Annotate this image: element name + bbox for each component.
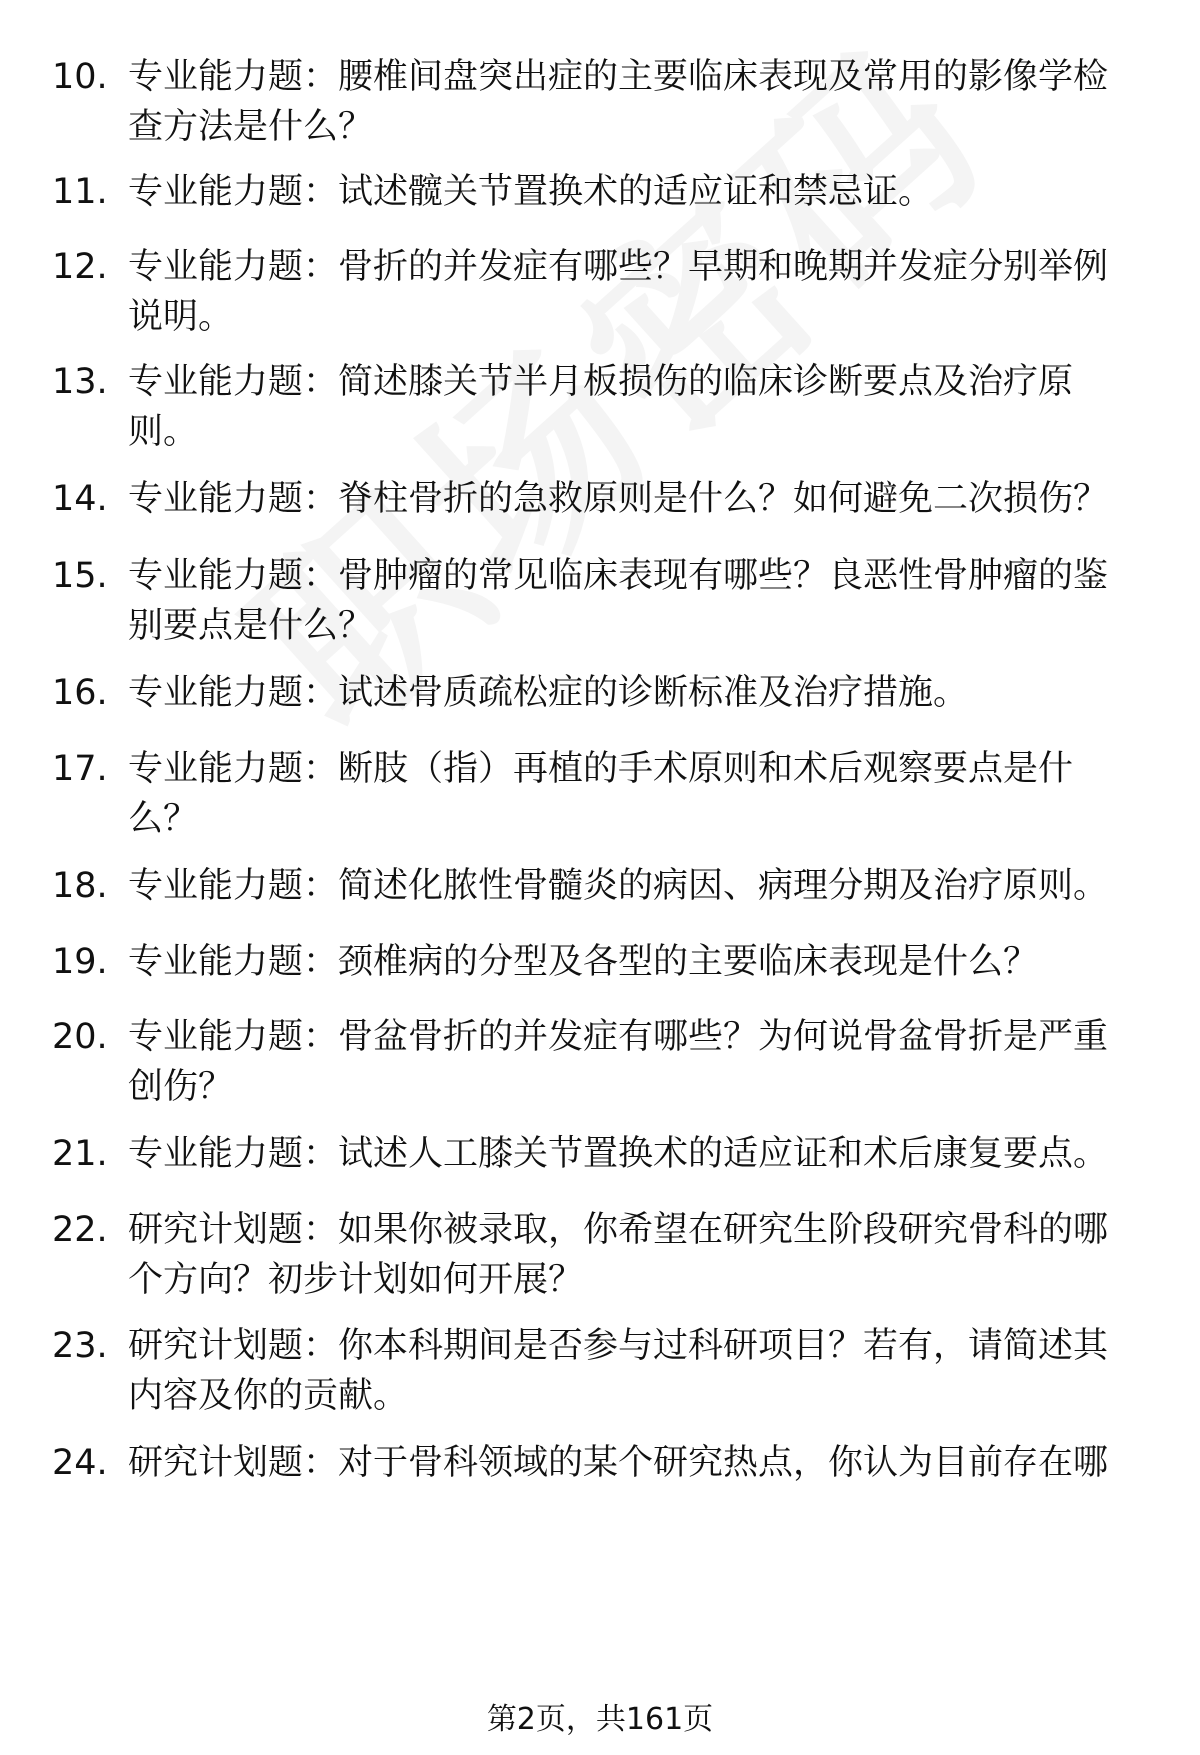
question-number: 11.: [52, 172, 108, 212]
question-text: 专业能力题：试述髋关节置换术的适应证和禁忌证。: [128, 172, 934, 212]
question-number: 16.: [52, 673, 108, 713]
question-number: 10.: [52, 57, 108, 97]
question-text: 研究计划题：对于骨科领域的某个研究热点，你认为目前存在哪: [128, 1443, 1109, 1483]
question-number: 17.: [52, 749, 108, 789]
question-text: 专业能力题：简述膝关节半月板损伤的临床诊断要点及治疗原则。: [128, 362, 1074, 452]
question-number: 14.: [52, 479, 108, 519]
question-number: 19.: [52, 942, 108, 982]
question-number: 24.: [52, 1443, 108, 1483]
question-number: 20.: [52, 1017, 108, 1057]
question-text: 专业能力题：腰椎间盘突出症的主要临床表现及常用的影像学检查方法是什么？: [128, 57, 1109, 147]
question-number: 12.: [52, 247, 108, 287]
question-number: 13.: [52, 362, 108, 402]
question-text: 专业能力题：骨折的并发症有哪些？早期和晚期并发症分别举例说明。: [128, 247, 1109, 337]
question-text: 专业能力题：试述人工膝关节置换术的适应证和术后康复要点。: [128, 1134, 1109, 1174]
question-number: 23.: [52, 1326, 108, 1366]
question-number: 22.: [52, 1210, 108, 1250]
question-text: 专业能力题：简述化脓性骨髓炎的病因、病理分期及治疗原则。: [128, 866, 1109, 906]
page-footer: 第2页，共161页: [486, 1702, 714, 1737]
question-number: 18.: [52, 866, 108, 906]
question-text: 专业能力题：试述骨质疏松症的诊断标准及治疗措施。: [128, 673, 969, 713]
question-text: 专业能力题：断肢（指）再植的手术原则和术后观察要点是什么？: [128, 749, 1074, 839]
question-text: 研究计划题：如果你被录取，你希望在研究生阶段研究骨科的哪个方向？初步计划如何开展？: [128, 1210, 1109, 1300]
question-number: 15.: [52, 556, 108, 596]
question-text: 专业能力题：颈椎病的分型及各型的主要临床表现是什么？: [128, 942, 1039, 982]
question-text: 研究计划题：你本科期间是否参与过科研项目？若有，请简述其内容及你的贡献。: [128, 1326, 1109, 1416]
question-text: 专业能力题：脊柱骨折的急救原则是什么？如何避免二次损伤？: [128, 479, 1109, 519]
question-text: 专业能力题：骨盆骨折的并发症有哪些？为何说骨盆骨折是严重创伤？: [128, 1017, 1109, 1107]
question-number: 21.: [52, 1134, 108, 1174]
question-text: 专业能力题：骨肿瘤的常见临床表现有哪些？良恶性骨肿瘤的鉴别要点是什么？: [128, 556, 1109, 646]
